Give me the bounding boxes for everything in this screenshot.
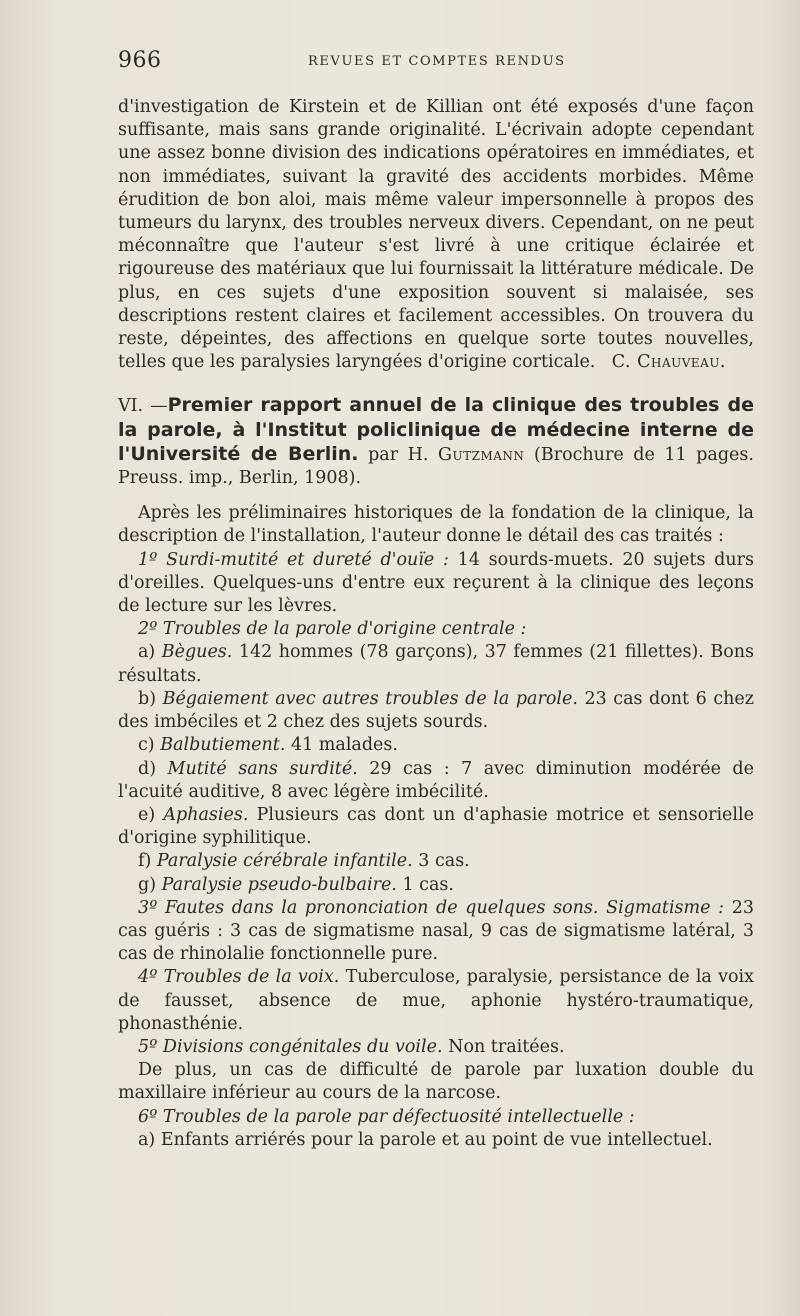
case-6a: a) Enfants arriérés pour la parole et au point de vue intellectuel. xyxy=(138,1129,713,1150)
case-2a: a) Bègues. 142 hommes (78 garçons), 37 femmes (21 fillettes). Bons résultats. xyxy=(118,642,754,686)
extra-case: De plus, un cas de difficulté de parole par luxation double du maxillaire inférieur au cours de la narcose. xyxy=(118,1060,754,1104)
section-author-line: par H. Gutzmann (Brochure de 11 pages. Preuss. imp., Berlin, 1908). xyxy=(118,444,754,489)
review-signature: C. Chauveau. xyxy=(611,352,726,373)
case-2b: b) Bégaiement avec autres troubles de la parole. 23 cas dont 6 chez des imbéciles et 2 chez des sujets sourds. xyxy=(118,688,754,733)
case-3: 3º Fautes dans la prononciation de quelques sons. Sigmatisme : 23 cas guéris : 3 cas de sigmatisme nasal, 9 cas de sigmatisme latéral, 3 cas de rhinolalie fonctionnelle pure. xyxy=(118,897,754,965)
section-number: VI. — xyxy=(118,396,168,417)
case-2-heading: 2º Troubles de la parole d'origine centrale : xyxy=(138,619,527,640)
case-4: 4º Troubles de la voix. Tuberculose, paralysie, persistance de la voix de fausset, absence de mue, aphonie hystéro-traumatique, phonasthénie. xyxy=(118,967,754,1034)
author-name: Gutzmann xyxy=(438,444,525,465)
case-2g: g) Paralysie pseudo-bulbaire. 1 cas. xyxy=(138,874,454,895)
review-paragraph: d'investigation de Kirstein et de Killian ont été exposés d'une façon suffisante, mais sans grande originalité. L'écrivain adopte cependant une assez bonne division des indications opératoires en immédiates, et non immédiates, suivant la gravité des accidents morbides. Même érudition de bon aloi, mais même valeur impersonnelle à propos des tumeurs du larynx, des troubles nerveux divers. Cependant, on ne peut méconnaître que l'auteur s'est livré à une critique éclairée et rigoureuse des matériaux que lui fournissait la littérature médicale. De plus, en ces sujets d'une exposition souvent si malaisée, ses descriptions restent claires et facilement accessibles. On trouvera du reste, dépeintes, des affections en quelque sorte toutes nouvelles, telles que les paralysies laryngées d'origine corticale. xyxy=(118,97,754,373)
case-2e: e) Aphasies. Plusieurs cas dont un d'aphasie motrice et sensorielle d'origine syphilitique. xyxy=(118,804,754,849)
running-title: REVUES ET COMPTES RENDUS xyxy=(308,54,566,69)
section-title: Premier rapport annuel de la clinique des troubles de la parole, à l'Institut policlinique de médecine interne de l'Université de Berlin. xyxy=(118,394,754,465)
publication-info: (Brochure de 11 pages. Preuss. imp., Berlin, 1908). xyxy=(118,444,754,489)
page-header xyxy=(118,48,754,78)
case-1: 1º Surdi-mutité et dureté d'ouïe : 14 sourds-muets. 20 sujets durs d'oreilles. Quelques-uns d'entre eux reçurent à la clinique des leçons de lecture sur les lèvres. xyxy=(118,549,754,617)
case-2f: f) Paralysie cérébrale infantile. 3 cas. xyxy=(138,851,470,872)
case-6-heading: 6º Troubles de la parole par défectuosité intellectuelle : xyxy=(138,1106,635,1127)
case-2d: d) Mutité sans surdité. 29 cas : 7 avec diminution modérée de l'acuité auditive, 8 avec légère imbécilité. xyxy=(118,758,754,802)
case-5: 5º Divisions congénitales du voile. Non traitées. xyxy=(138,1036,565,1057)
page-body xyxy=(118,96,754,1152)
case-2c: c) Balbutiement. 41 malades. xyxy=(138,735,398,756)
section-heading xyxy=(118,394,754,490)
intro-paragraph: Après les préliminaires historiques de la fondation de la clinique, la description de l'installation, l'auteur donne le détail des cas traités : xyxy=(118,503,754,547)
page-number: 966 xyxy=(118,48,162,73)
